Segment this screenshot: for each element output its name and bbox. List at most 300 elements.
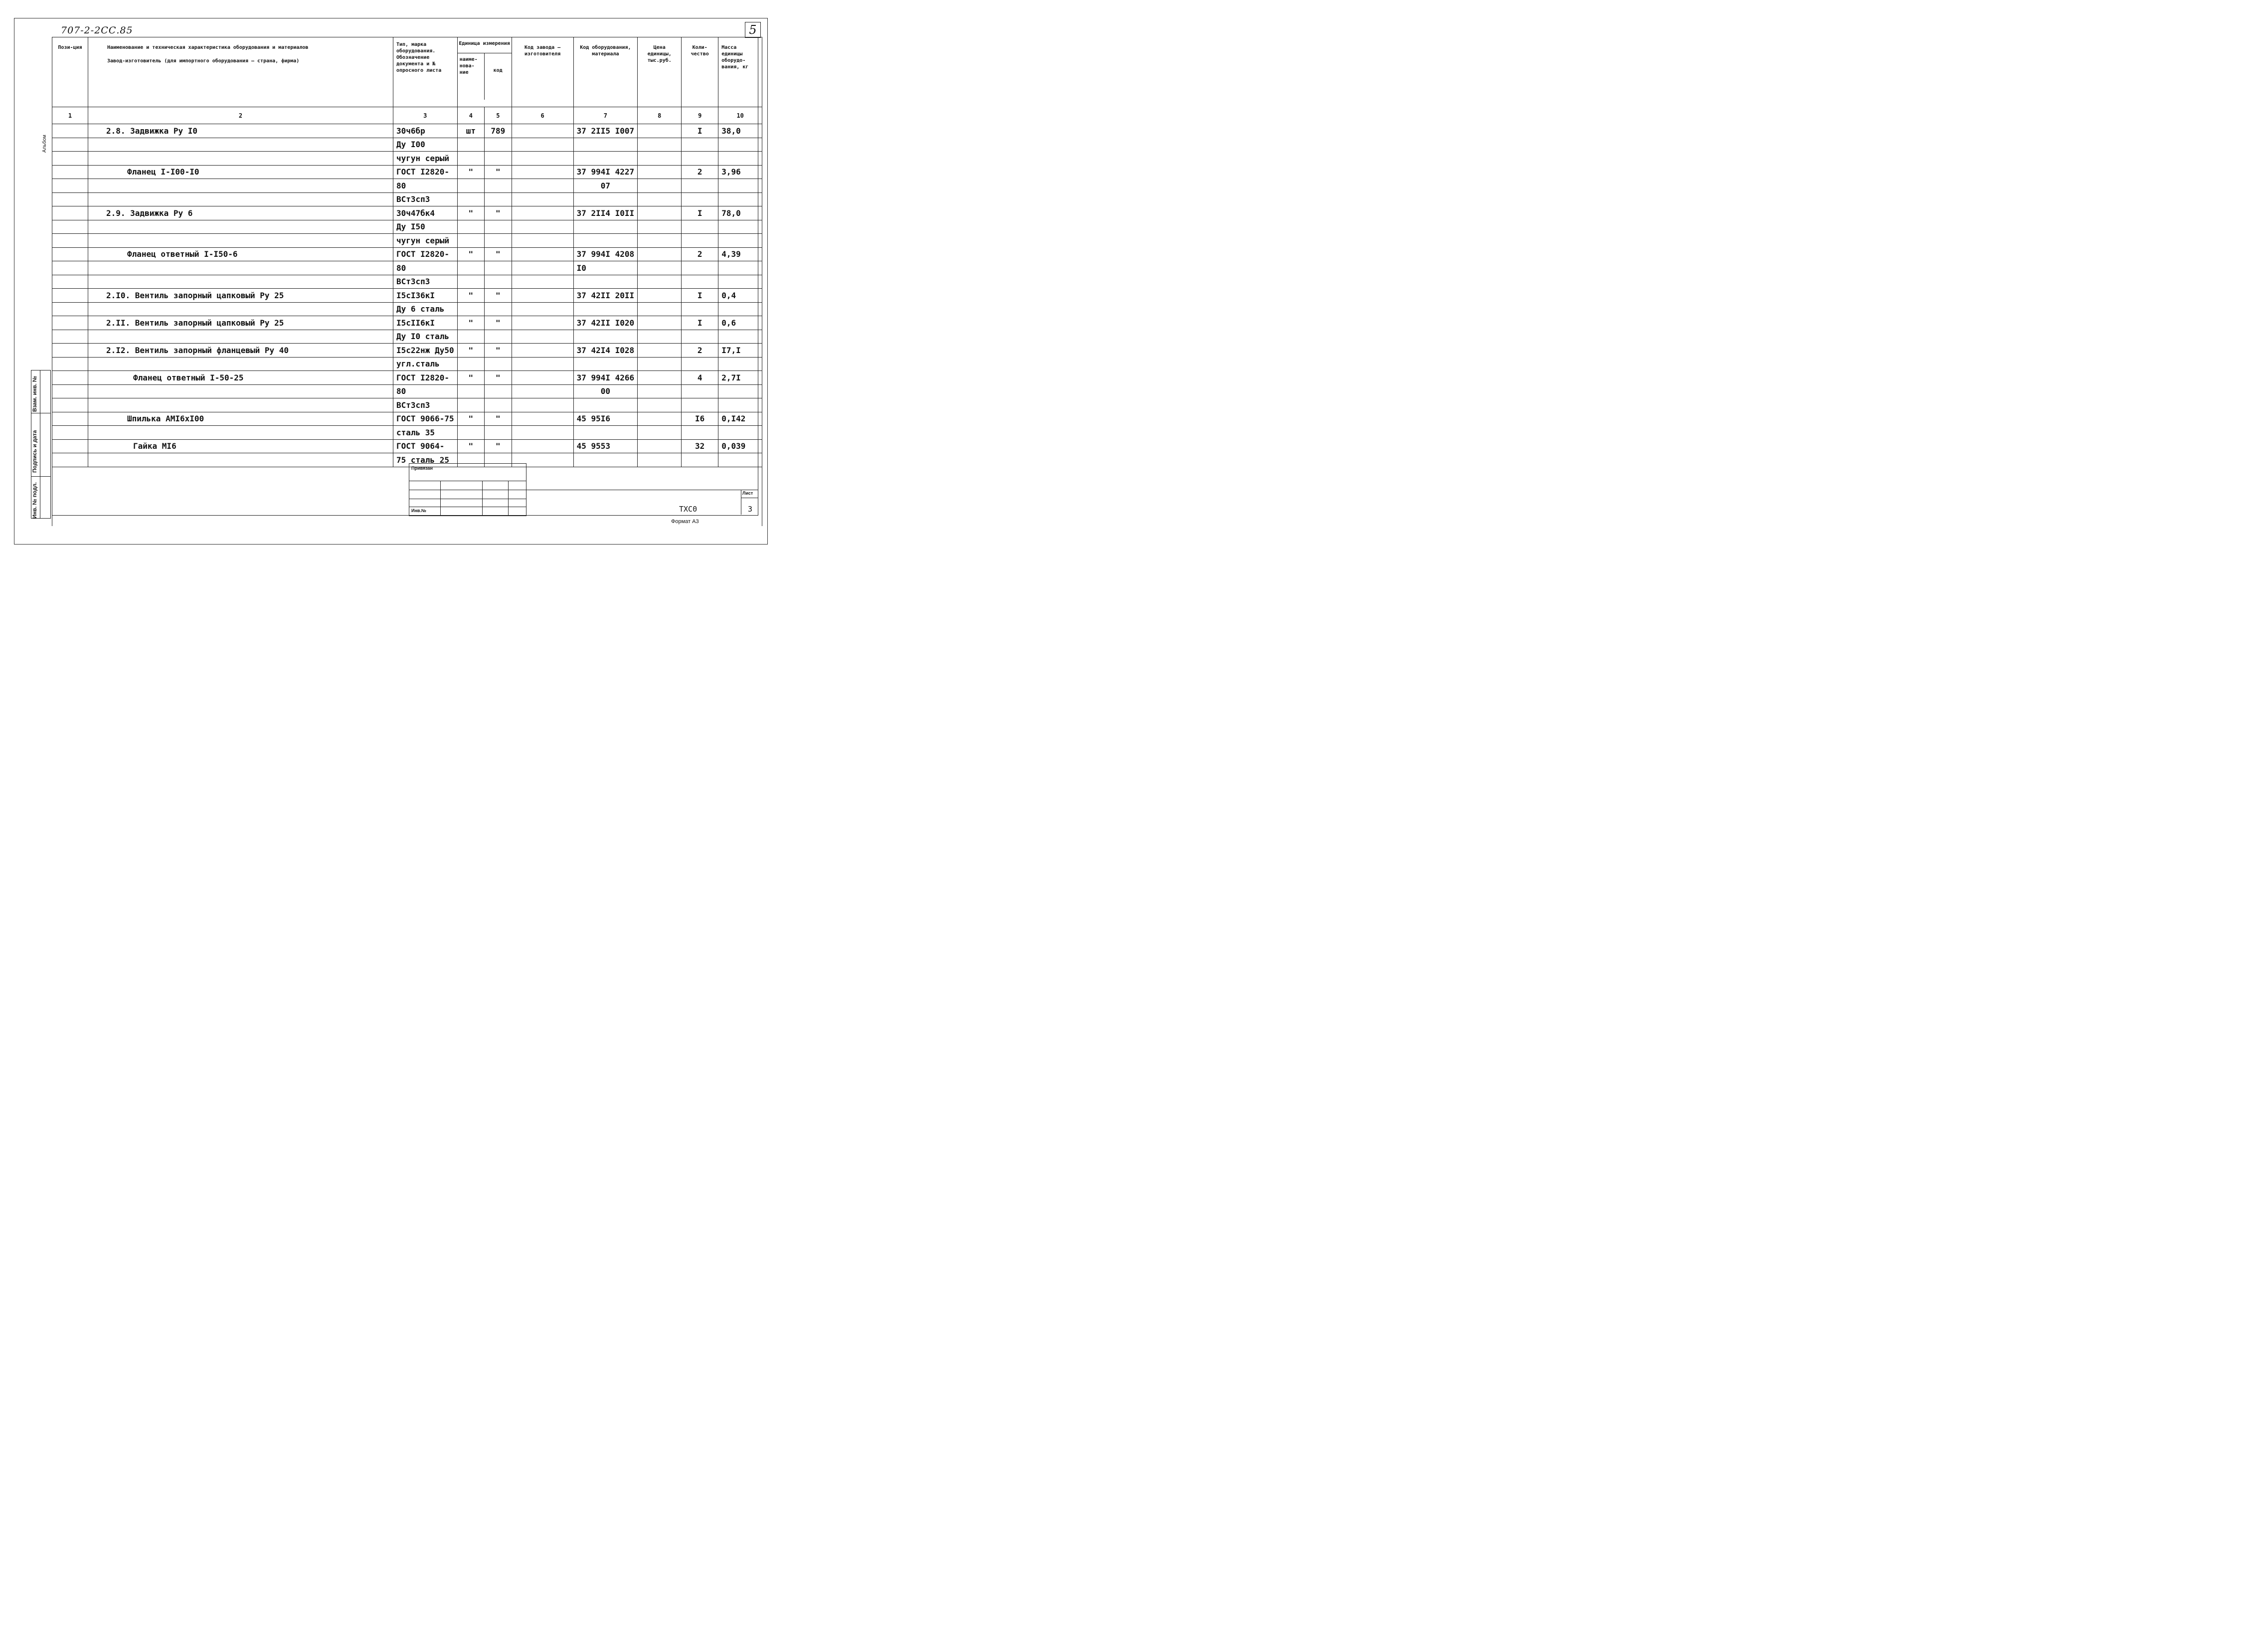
header-row bbox=[52, 37, 762, 107]
cell-price bbox=[638, 289, 682, 303]
cell-price bbox=[638, 330, 682, 344]
cell-unit bbox=[457, 302, 485, 316]
cell-mass bbox=[718, 426, 762, 440]
table-row bbox=[52, 357, 762, 371]
col-num: 6 bbox=[512, 107, 573, 124]
table-row bbox=[52, 152, 762, 166]
table-row bbox=[52, 234, 762, 248]
cell-mass: 0,4 bbox=[718, 289, 762, 303]
cell-name bbox=[88, 275, 393, 289]
cell-mass bbox=[718, 179, 762, 193]
table-row bbox=[52, 247, 762, 261]
cell-mass bbox=[718, 192, 762, 206]
cell-qty bbox=[682, 330, 718, 344]
privyazan-stamp bbox=[409, 463, 526, 516]
col-num: 7 bbox=[573, 107, 638, 124]
side-stamp-divider bbox=[31, 476, 51, 477]
cell-code: " bbox=[485, 344, 512, 358]
cell-eq: 45 95I6 bbox=[573, 412, 638, 426]
blank-area bbox=[52, 467, 762, 526]
table-row bbox=[52, 439, 762, 453]
cell-name bbox=[88, 192, 393, 206]
cell-code bbox=[485, 234, 512, 248]
cell-factory bbox=[512, 439, 573, 453]
cell-unit bbox=[457, 275, 485, 289]
cell-unit: " bbox=[457, 316, 485, 330]
cell-price bbox=[638, 302, 682, 316]
cell-qty bbox=[682, 220, 718, 234]
cell-mass bbox=[718, 398, 762, 412]
table-row bbox=[52, 412, 762, 426]
table-row bbox=[52, 138, 762, 152]
cell-mass: 0,I42 bbox=[718, 412, 762, 426]
stamp-vline bbox=[440, 481, 441, 516]
cell-price bbox=[638, 234, 682, 248]
cell-eq: 37 994I 4266 bbox=[573, 371, 638, 385]
cell-qty: 2 bbox=[682, 344, 718, 358]
table-row bbox=[52, 124, 762, 138]
cell-name bbox=[88, 138, 393, 152]
col-num: 10 bbox=[718, 107, 762, 124]
header-name bbox=[88, 37, 393, 107]
cell-mass: 78,0 bbox=[718, 206, 762, 220]
cell-type: угл.сталь bbox=[393, 357, 458, 371]
cell-eq bbox=[573, 138, 638, 152]
cell-name bbox=[88, 234, 393, 248]
cell-pos bbox=[52, 124, 88, 138]
cell-price bbox=[638, 439, 682, 453]
cell-mass bbox=[718, 302, 762, 316]
cell-price bbox=[638, 453, 682, 467]
cell-pos bbox=[52, 261, 88, 275]
bottom-border bbox=[52, 515, 758, 516]
table-row bbox=[52, 179, 762, 193]
cell-type: 80 bbox=[393, 179, 458, 193]
cell-qty bbox=[682, 138, 718, 152]
cell-eq bbox=[573, 275, 638, 289]
cell-mass bbox=[718, 275, 762, 289]
cell-code: " bbox=[485, 412, 512, 426]
cell-price bbox=[638, 152, 682, 166]
cell-code: " bbox=[485, 165, 512, 179]
cell-name bbox=[88, 302, 393, 316]
cell-eq: 45 9553 bbox=[573, 439, 638, 453]
cell-pos bbox=[52, 289, 88, 303]
cell-factory bbox=[512, 206, 573, 220]
cell-mass bbox=[718, 152, 762, 166]
cell-type: чугун серый bbox=[393, 152, 458, 166]
cell-unit bbox=[457, 261, 485, 275]
cell-type: чугун серый bbox=[393, 234, 458, 248]
table-row bbox=[52, 206, 762, 220]
cell-name bbox=[88, 426, 393, 440]
cell-qty: I bbox=[682, 316, 718, 330]
col-num: 9 bbox=[682, 107, 718, 124]
cell-type: ГОСТ 9064- bbox=[393, 439, 458, 453]
cell-mass: 0,039 bbox=[718, 439, 762, 453]
cell-pos bbox=[52, 330, 88, 344]
cell-factory bbox=[512, 261, 573, 275]
cell-type: ГОСТ I2820- bbox=[393, 247, 458, 261]
cell-factory bbox=[512, 220, 573, 234]
cell-code: " bbox=[485, 289, 512, 303]
cell-price bbox=[638, 398, 682, 412]
cell-eq bbox=[573, 357, 638, 371]
cell-name: Фланец I-I00-I0 bbox=[88, 165, 393, 179]
header-position: Пози-ция bbox=[52, 37, 88, 107]
cell-factory bbox=[512, 426, 573, 440]
header-equipment-code: Код оборудования, материала bbox=[573, 37, 638, 107]
cell-name: Шпилька АМI6хI00 bbox=[88, 412, 393, 426]
cell-code: " bbox=[485, 206, 512, 220]
cell-name: Фланец ответный I-50-25 bbox=[88, 371, 393, 385]
cell-price bbox=[638, 138, 682, 152]
cell-pos bbox=[52, 412, 88, 426]
cell-name bbox=[88, 179, 393, 193]
side-stamp-signature: Подпись и дата bbox=[32, 430, 38, 473]
cell-name bbox=[88, 330, 393, 344]
cell-eq bbox=[573, 426, 638, 440]
cell-type: Ду I50 bbox=[393, 220, 458, 234]
cell-unit: шт bbox=[457, 124, 485, 138]
cell-code bbox=[485, 357, 512, 371]
table-row bbox=[52, 275, 762, 289]
cell-mass bbox=[718, 234, 762, 248]
cell-code: " bbox=[485, 371, 512, 385]
cell-pos bbox=[52, 247, 88, 261]
cell-mass bbox=[718, 261, 762, 275]
cell-eq: 00 bbox=[573, 384, 638, 398]
cell-factory bbox=[512, 412, 573, 426]
cell-qty: 2 bbox=[682, 247, 718, 261]
cell-unit: " bbox=[457, 206, 485, 220]
cell-eq: 37 42I4 I028 bbox=[573, 344, 638, 358]
table-row bbox=[52, 220, 762, 234]
cell-mass: 38,0 bbox=[718, 124, 762, 138]
cell-type: 30ч47бк4 bbox=[393, 206, 458, 220]
cell-price bbox=[638, 426, 682, 440]
cell-eq: 37 994I 4208 bbox=[573, 247, 638, 261]
cell-name: 2.I0. Вентиль запорный цапковый Ру 25 bbox=[88, 289, 393, 303]
cell-price bbox=[638, 247, 682, 261]
cell-unit bbox=[457, 138, 485, 152]
cell-factory bbox=[512, 371, 573, 385]
header-type: Тип, марка оборудования. Обозначение документа и № опросного листа bbox=[393, 37, 458, 107]
cell-pos bbox=[52, 152, 88, 166]
cell-name: Гайка МI6 bbox=[88, 439, 393, 453]
cell-factory bbox=[512, 247, 573, 261]
cell-eq: 37 2II5 I007 bbox=[573, 124, 638, 138]
cell-unit bbox=[457, 357, 485, 371]
cell-pos bbox=[52, 302, 88, 316]
cell-unit bbox=[457, 234, 485, 248]
cell-unit: " bbox=[457, 289, 485, 303]
cell-qty: 4 bbox=[682, 371, 718, 385]
header-price: Цена единицы, тыс.руб. bbox=[638, 37, 682, 107]
cell-unit bbox=[457, 384, 485, 398]
cell-unit: " bbox=[457, 247, 485, 261]
cell-type: I5с22нж Ду50 bbox=[393, 344, 458, 358]
cell-factory bbox=[512, 357, 573, 371]
cell-unit bbox=[457, 192, 485, 206]
header-unit-group bbox=[457, 37, 512, 107]
cell-mass bbox=[718, 220, 762, 234]
cell-code bbox=[485, 220, 512, 234]
cell-mass bbox=[718, 453, 762, 467]
cell-eq: 37 42II 20II bbox=[573, 289, 638, 303]
table-row bbox=[52, 371, 762, 385]
cell-factory bbox=[512, 192, 573, 206]
cell-unit: " bbox=[457, 412, 485, 426]
table-row bbox=[52, 398, 762, 412]
blank-footer-row bbox=[52, 467, 762, 526]
header-name-line1: Наименование и техническая характеристика оборудования и материалов bbox=[107, 45, 309, 50]
cell-type: 30ч6бр bbox=[393, 124, 458, 138]
col-num: 5 bbox=[485, 107, 512, 124]
cell-qty bbox=[682, 426, 718, 440]
cell-eq bbox=[573, 152, 638, 166]
cell-price bbox=[638, 371, 682, 385]
side-album-label: Альбом bbox=[42, 135, 47, 153]
cell-name: Фланец ответный I-I50-6 bbox=[88, 247, 393, 261]
cell-price bbox=[638, 206, 682, 220]
cell-eq bbox=[573, 453, 638, 467]
table-row bbox=[52, 453, 762, 467]
drawing-code: ТХС0 bbox=[679, 505, 698, 514]
list-number: 3 bbox=[748, 505, 753, 514]
table-row bbox=[52, 344, 762, 358]
cell-price bbox=[638, 124, 682, 138]
cell-qty: 2 bbox=[682, 165, 718, 179]
cell-name bbox=[88, 398, 393, 412]
cell-pos bbox=[52, 398, 88, 412]
table-row bbox=[52, 316, 762, 330]
cell-eq: 37 2II4 I0II bbox=[573, 206, 638, 220]
cell-factory bbox=[512, 384, 573, 398]
cell-factory bbox=[512, 165, 573, 179]
cell-name: 2.8. Задвижка Ру I0 bbox=[88, 124, 393, 138]
cell-unit bbox=[457, 152, 485, 166]
cell-pos bbox=[52, 220, 88, 234]
cell-code bbox=[485, 192, 512, 206]
header-unit: Единица измерения bbox=[458, 37, 512, 53]
cell-eq bbox=[573, 330, 638, 344]
cell-code bbox=[485, 138, 512, 152]
cell-mass: 4,39 bbox=[718, 247, 762, 261]
cell-factory bbox=[512, 124, 573, 138]
cell-type: ГОСТ I2820- bbox=[393, 165, 458, 179]
cell-name bbox=[88, 152, 393, 166]
cell-factory bbox=[512, 289, 573, 303]
cell-code: " bbox=[485, 439, 512, 453]
cell-unit: " bbox=[457, 344, 485, 358]
cell-factory bbox=[512, 152, 573, 166]
cell-qty bbox=[682, 357, 718, 371]
cell-code bbox=[485, 302, 512, 316]
cell-name: 2.9. Задвижка Ру 6 bbox=[88, 206, 393, 220]
cell-type: I5сII6кI bbox=[393, 316, 458, 330]
cell-type: 80 bbox=[393, 384, 458, 398]
cell-code bbox=[485, 275, 512, 289]
header-unit-name: наиме-нова-ние bbox=[458, 53, 485, 100]
cell-type: ВСт3сп3 bbox=[393, 398, 458, 412]
stamp-vline bbox=[508, 481, 509, 516]
cell-pos bbox=[52, 275, 88, 289]
cell-code bbox=[485, 330, 512, 344]
cell-factory bbox=[512, 316, 573, 330]
cell-mass bbox=[718, 138, 762, 152]
col-num: 3 bbox=[393, 107, 458, 124]
cell-eq bbox=[573, 302, 638, 316]
cell-eq: 07 bbox=[573, 179, 638, 193]
cell-eq bbox=[573, 192, 638, 206]
cell-eq bbox=[573, 234, 638, 248]
cell-pos bbox=[52, 357, 88, 371]
header-quantity: Коли-чество bbox=[682, 37, 718, 107]
cell-price bbox=[638, 412, 682, 426]
side-stamp-inv-podl: Инв. № подл. bbox=[32, 482, 38, 519]
cell-price bbox=[638, 357, 682, 371]
cell-unit: " bbox=[457, 439, 485, 453]
table-row bbox=[52, 384, 762, 398]
cell-name bbox=[88, 261, 393, 275]
cell-qty: 32 bbox=[682, 439, 718, 453]
cell-qty bbox=[682, 384, 718, 398]
cell-code: " bbox=[485, 316, 512, 330]
col-num: 4 bbox=[457, 107, 485, 124]
cell-qty bbox=[682, 152, 718, 166]
cell-qty bbox=[682, 234, 718, 248]
header-unit-code: код bbox=[493, 68, 503, 73]
header-factory-code: Код завода – изготовителя bbox=[512, 37, 573, 107]
column-numbers-row bbox=[52, 107, 762, 124]
cell-unit bbox=[457, 426, 485, 440]
cell-pos bbox=[52, 192, 88, 206]
cell-pos bbox=[52, 453, 88, 467]
cell-factory bbox=[512, 138, 573, 152]
cell-eq bbox=[573, 398, 638, 412]
cell-name bbox=[88, 357, 393, 371]
cell-mass bbox=[718, 384, 762, 398]
cell-qty: I6 bbox=[682, 412, 718, 426]
cell-code bbox=[485, 384, 512, 398]
cell-mass: 2,7I bbox=[718, 371, 762, 385]
cell-qty: I bbox=[682, 206, 718, 220]
cell-type: I5сI36кI bbox=[393, 289, 458, 303]
cell-qty: I bbox=[682, 289, 718, 303]
cell-code bbox=[485, 261, 512, 275]
cell-name bbox=[88, 453, 393, 467]
table-row bbox=[52, 330, 762, 344]
cell-pos bbox=[52, 426, 88, 440]
sheet-corner-number: 5 bbox=[745, 22, 761, 38]
cell-qty bbox=[682, 192, 718, 206]
cell-price bbox=[638, 165, 682, 179]
cell-unit: " bbox=[457, 371, 485, 385]
cell-code: 789 bbox=[485, 124, 512, 138]
cell-unit: " bbox=[457, 165, 485, 179]
cell-type: ГОСТ 9066-75 bbox=[393, 412, 458, 426]
cell-code bbox=[485, 398, 512, 412]
cell-factory bbox=[512, 398, 573, 412]
cell-factory bbox=[512, 234, 573, 248]
stamp-vline bbox=[482, 481, 483, 516]
cell-price bbox=[638, 344, 682, 358]
cell-type: Ду 6 сталь bbox=[393, 302, 458, 316]
table-row bbox=[52, 192, 762, 206]
cell-code bbox=[485, 426, 512, 440]
cell-qty bbox=[682, 275, 718, 289]
cell-type: Ду I0 сталь bbox=[393, 330, 458, 344]
cell-type: 80 bbox=[393, 261, 458, 275]
format-label: Формат А3 bbox=[671, 519, 699, 525]
cell-pos bbox=[52, 138, 88, 152]
cell-type: 75 сталь 25 bbox=[393, 453, 458, 467]
cell-name bbox=[88, 384, 393, 398]
cell-pos bbox=[52, 206, 88, 220]
cell-pos bbox=[52, 344, 88, 358]
cell-price bbox=[638, 220, 682, 234]
cell-qty bbox=[682, 398, 718, 412]
cell-code bbox=[485, 152, 512, 166]
cell-type: ГОСТ I2820- bbox=[393, 371, 458, 385]
document-code: 707-2-2СС.85 bbox=[61, 25, 133, 36]
cell-factory bbox=[512, 302, 573, 316]
cell-price bbox=[638, 261, 682, 275]
cell-eq: I0 bbox=[573, 261, 638, 275]
cell-pos bbox=[52, 439, 88, 453]
table-row bbox=[52, 165, 762, 179]
inv-label: Инв.№ bbox=[411, 508, 426, 513]
cell-pos bbox=[52, 371, 88, 385]
cell-price bbox=[638, 384, 682, 398]
cell-pos bbox=[52, 384, 88, 398]
cell-eq: 37 42II I020 bbox=[573, 316, 638, 330]
cell-type: сталь 35 bbox=[393, 426, 458, 440]
cell-type: Ду I00 bbox=[393, 138, 458, 152]
col-num: 8 bbox=[638, 107, 682, 124]
cell-pos bbox=[52, 316, 88, 330]
cell-code bbox=[485, 179, 512, 193]
table-body bbox=[52, 124, 762, 467]
cell-pos bbox=[52, 179, 88, 193]
cell-price bbox=[638, 275, 682, 289]
cell-unit bbox=[457, 220, 485, 234]
cell-price bbox=[638, 179, 682, 193]
cell-type: ВСт3сп3 bbox=[393, 192, 458, 206]
side-stamp-vzam: Взам. инв. № bbox=[32, 375, 38, 412]
cell-price bbox=[638, 192, 682, 206]
col-num: 1 bbox=[52, 107, 88, 124]
cell-factory bbox=[512, 344, 573, 358]
cell-mass bbox=[718, 330, 762, 344]
cell-qty bbox=[682, 302, 718, 316]
table-row bbox=[52, 302, 762, 316]
cell-price bbox=[638, 316, 682, 330]
cell-eq: 37 994I 4227 bbox=[573, 165, 638, 179]
cell-pos bbox=[52, 234, 88, 248]
cell-unit bbox=[457, 398, 485, 412]
cell-factory bbox=[512, 179, 573, 193]
list-label: Лист bbox=[742, 491, 753, 496]
cell-eq bbox=[573, 220, 638, 234]
table-row bbox=[52, 426, 762, 440]
table-row bbox=[52, 289, 762, 303]
header-mass: Масса единицы оборудо-вания, кг bbox=[718, 37, 762, 107]
specification-table bbox=[52, 37, 762, 526]
cell-name bbox=[88, 220, 393, 234]
cell-qty bbox=[682, 453, 718, 467]
